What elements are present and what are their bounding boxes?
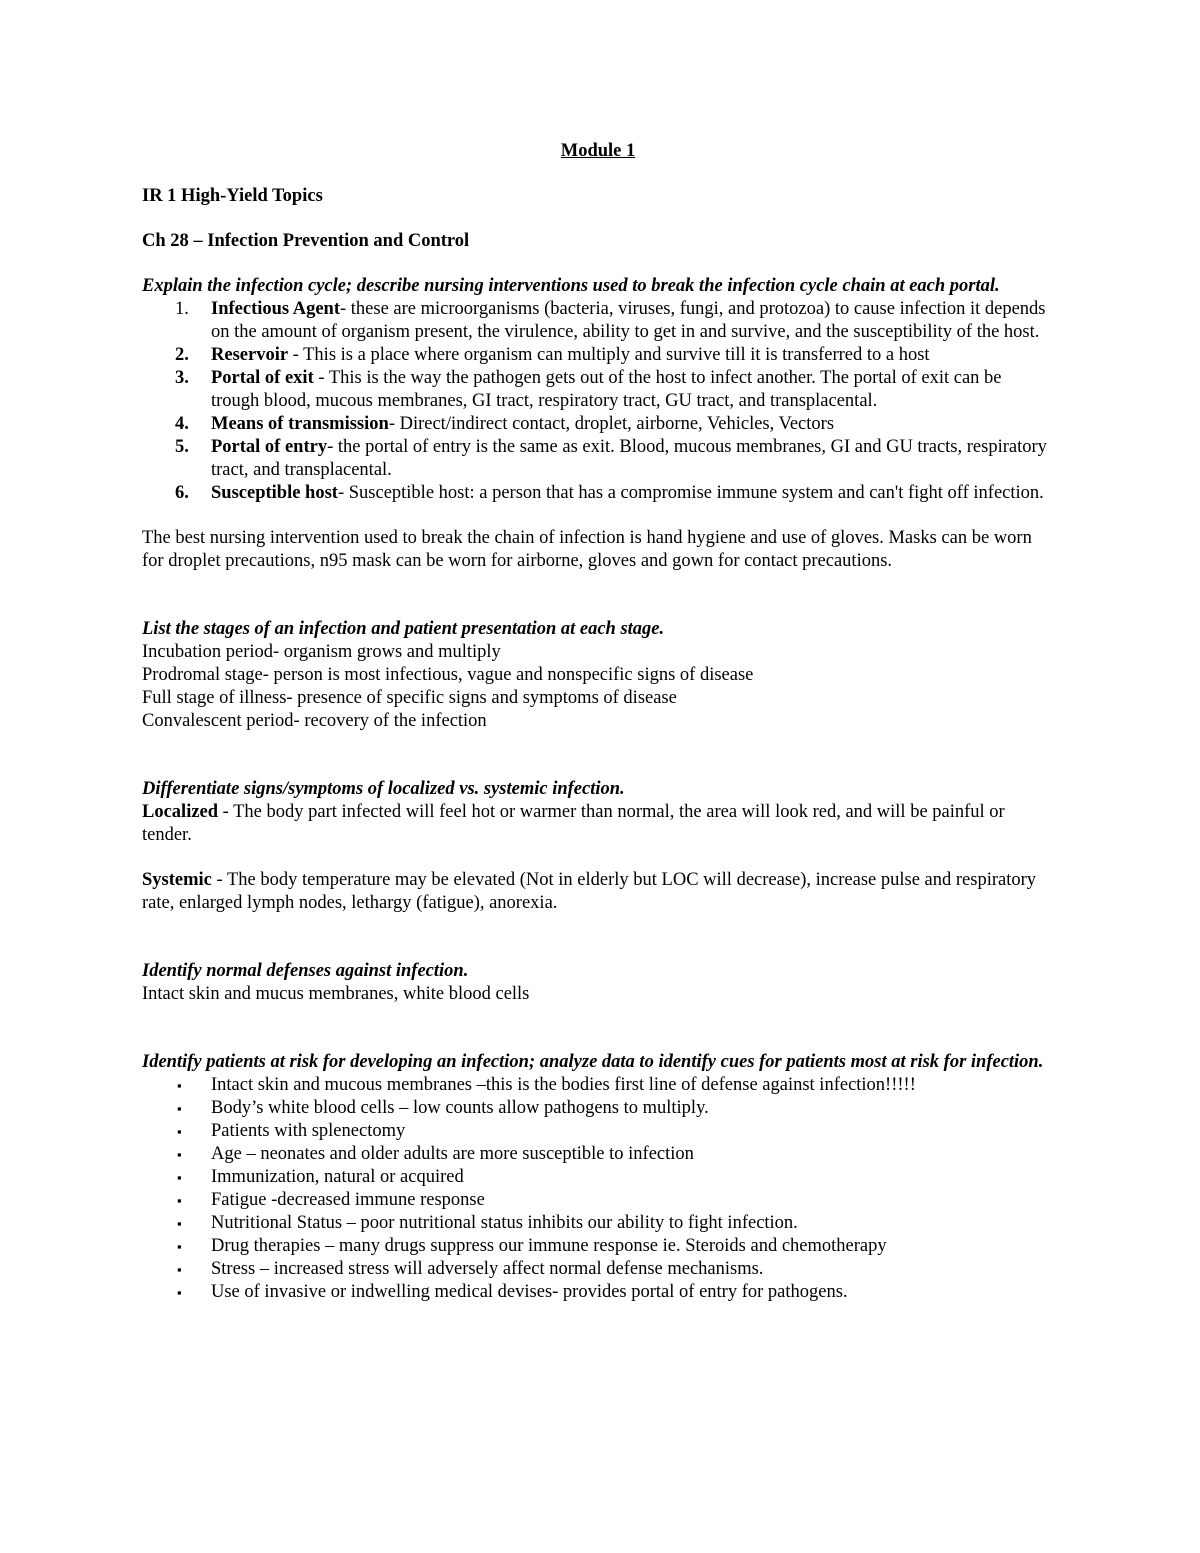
bullet-icon: ▪ [177,1147,182,1162]
list-item [142,344,1054,367]
cycle-term: Susceptible host [211,483,338,503]
list-number: 6. [175,483,189,503]
list-item: ▪ Fatigue -decreased immune response [177,1190,485,1210]
systemic-term: Systemic [142,870,212,890]
list-item: ▪ Body’s white blood cells – low counts allow pathogens to multiply. [177,1098,709,1118]
localized-text: - The body part infected will feel hot or warmer than normal, the area will look red, and will be painful or tender. [142,802,1005,845]
list-number: 4. [175,414,189,434]
systemic-paragraph [142,869,1054,915]
list-number: 1. [175,299,189,319]
bullet-icon: ▪ [177,1124,182,1139]
bullet-icon: ▪ [177,1193,182,1208]
list-number: 3. [175,368,189,388]
signs-question: Differentiate signs/symptoms of localized vs. systemic infection. [142,779,625,799]
list-item: ▪ Nutritional Status – poor nutritional status inhibits our ability to fight infection. [177,1213,798,1233]
bullet-icon: ▪ [177,1239,182,1254]
list-item [142,367,1054,413]
stage-line: Full stage of illness- presence of specific signs and symptoms of disease [142,688,677,708]
list-item: ▪ Age – neonates and older adults are more susceptible to infection [177,1144,694,1164]
list-item: ▪ Drug therapies – many drugs suppress our immune response ie. Steroids and chemotherapy [177,1236,887,1256]
list-item: ▪ Immunization, natural or acquired [177,1167,464,1187]
cycle-term: Means of transmission [211,414,389,434]
cycle-list [142,298,1054,505]
stage-line: Incubation period- organism grows and multiply [142,642,501,662]
bullet-icon: ▪ [177,1285,182,1300]
list-item [142,298,1054,344]
cycle-term: Portal of exit [211,368,314,388]
list-item: ▪ Patients with splenectomy [177,1121,406,1141]
stages-question: List the stages of an infection and patient presentation at each stage. [142,619,665,639]
cycle-term: Portal of entry [211,437,328,457]
cycle-text: - the portal of entry is the same as exit. Blood, mucous membranes, GI and GU tracts, respiratory tract, and transplacental. [211,437,1047,480]
systemic-text: - The body temperature may be elevated (Not in elderly but LOC will decrease), increase pulse and respiratory rate, enlarged lymph nodes, lethargy (fatigue), anorexia. [142,870,1037,913]
cycle-question: Explain the infection cycle; describe nursing interventions used to break the infection cycle chain at each portal. [142,276,1000,296]
localized-paragraph [142,801,1054,847]
document-page [142,140,1054,1304]
defenses-text: Intact skin and mucus membranes, white blood cells [142,984,530,1004]
list-number: 5. [175,437,189,457]
stage-line: Prodromal stage- person is most infectious, vague and nonspecific signs of disease [142,665,754,685]
list-item: ▪ Stress – increased stress will adversely affect normal defense mechanisms. [177,1259,764,1279]
risk-question: Identify patients at risk for developing an infection; analyze data to identify cues for patients most at risk for infection. [142,1052,1044,1072]
list-item: ▪ Use of invasive or indwelling medical devises- provides portal of entry for pathogens. [177,1282,848,1302]
cycle-text: - these are microorganisms (bacteria, viruses, fungi, and protozoa) to cause infection it depends on the amount of organism present, the virulence, ability to get in and survive, and the susceptibility of the host. [211,299,1046,342]
stage-line: Convalescent period- recovery of the infection [142,711,487,731]
risk-list [142,1074,1054,1304]
bullet-icon: ▪ [177,1262,182,1277]
list-item [142,436,1054,482]
bullet-icon: ▪ [177,1216,182,1231]
list-number: 2. [175,345,189,365]
localized-term: Localized [142,802,219,822]
defenses-question: Identify normal defenses against infection. [142,961,469,981]
page-title: Module 1 [560,141,636,161]
bullet-icon: ▪ [177,1170,182,1185]
cycle-text: - This is the way the pathogen gets out of the host to infect another. The portal of exit can be trough blood, mucous membranes, GI tract, respiratory tract, GU tract, and transplacental. [211,368,1002,411]
chapter-heading: Ch 28 – Infection Prevention and Control [142,231,470,251]
bullet-icon: ▪ [177,1101,182,1116]
cycle-text: - This is a place where organism can multiply and survive till it is transferred to a host [288,345,930,365]
list-item: ▪ Intact skin and mucous membranes –this is the bodies first line of defense against infection!!!!! [177,1075,916,1095]
cycle-text: - Direct/indirect contact, droplet, airborne, Vehicles, Vectors [388,414,835,434]
cycle-text: - Susceptible host: a person that has a compromise immune system and can't fight off infection. [337,483,1044,503]
document-subtitle: IR 1 High-Yield Topics [142,186,323,206]
list-item [142,482,1054,505]
list-item [142,413,1054,436]
cycle-term: Infectious Agent [211,299,340,319]
cycle-term: Reservoir [211,345,289,365]
bullet-icon: ▪ [177,1078,182,1093]
cycle-summary: The best nursing intervention used to break the chain of infection is hand hygiene and use of gloves. Masks can be worn for droplet precautions, n95 mask can be worn for airborne, gloves and gown for contact precautions. [142,528,1032,571]
